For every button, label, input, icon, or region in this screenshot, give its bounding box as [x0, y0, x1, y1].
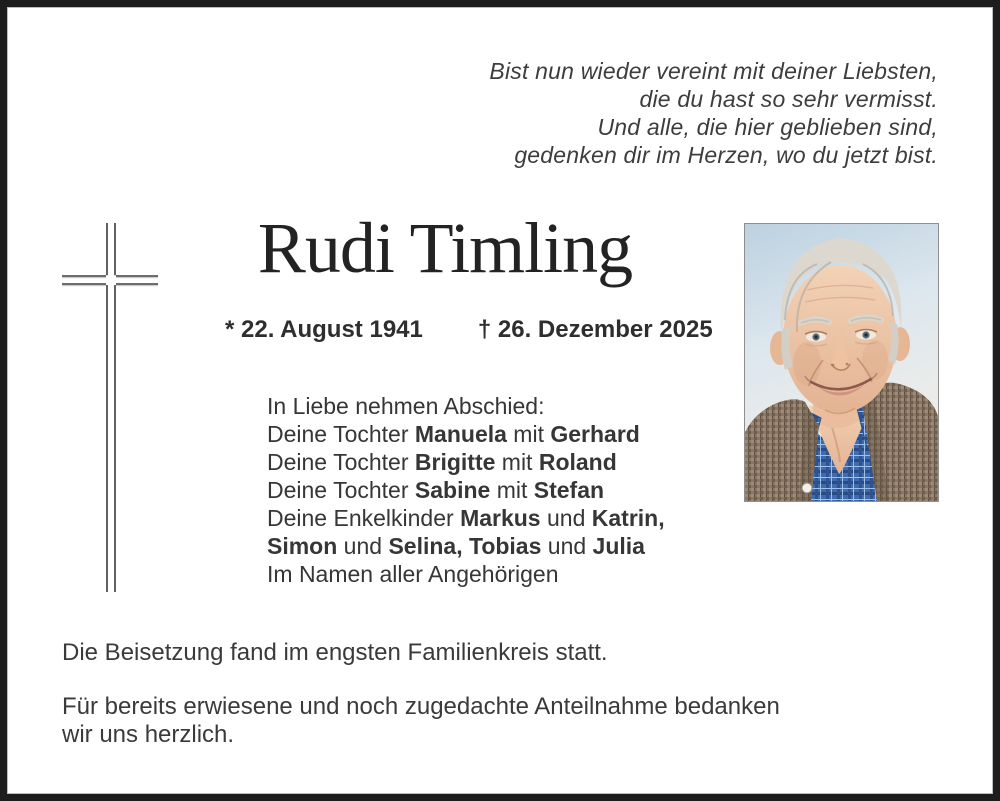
birth-date: * 22. August 1941 — [225, 316, 423, 343]
farewell-line: Im Namen aller Angehörigen — [267, 561, 559, 587]
farewell-line: Deine Enkelkinder Markus und Katrin, — [267, 505, 665, 531]
footer-text — [62, 639, 780, 749]
poem-line: die du hast so sehr vermisst. — [639, 86, 938, 112]
farewell-line: Simon und Selina, Tobias und Julia — [267, 533, 645, 559]
burial-notice: Die Beisetzung fand im engsten Familienkreis statt. — [62, 639, 608, 666]
death-date: † 26. Dezember 2025 — [477, 316, 713, 343]
thanks-text — [62, 693, 780, 749]
memorial-cross-icon — [55, 215, 165, 605]
poem-line: Bist nun wieder vereint mit deiner Liebsten, — [489, 58, 938, 84]
farewell-line: Deine Tochter Brigitte mit Roland — [267, 449, 617, 475]
farewell-line: Deine Tochter Manuela mit Gerhard — [267, 421, 640, 447]
poem-line: gedenken dir im Herzen, wo du jetzt bist. — [514, 142, 938, 168]
thanks-line: wir uns herzlich. — [62, 721, 235, 748]
farewell-list — [267, 392, 665, 588]
farewell-line: In Liebe nehmen Abschied: — [267, 393, 545, 419]
farewell-line: Deine Tochter Sabine mit Stefan — [267, 477, 605, 503]
memorial-poem — [489, 57, 938, 169]
poem-line: Und alle, die hier geblieben sind, — [597, 114, 938, 140]
thanks-line: Für bereits erwiesene und noch zugedachte Anteilnahme bedanken — [62, 693, 780, 720]
deceased-name: Rudi Timling — [257, 208, 633, 288]
life-dates — [225, 318, 713, 342]
portrait-photo — [744, 223, 939, 502]
